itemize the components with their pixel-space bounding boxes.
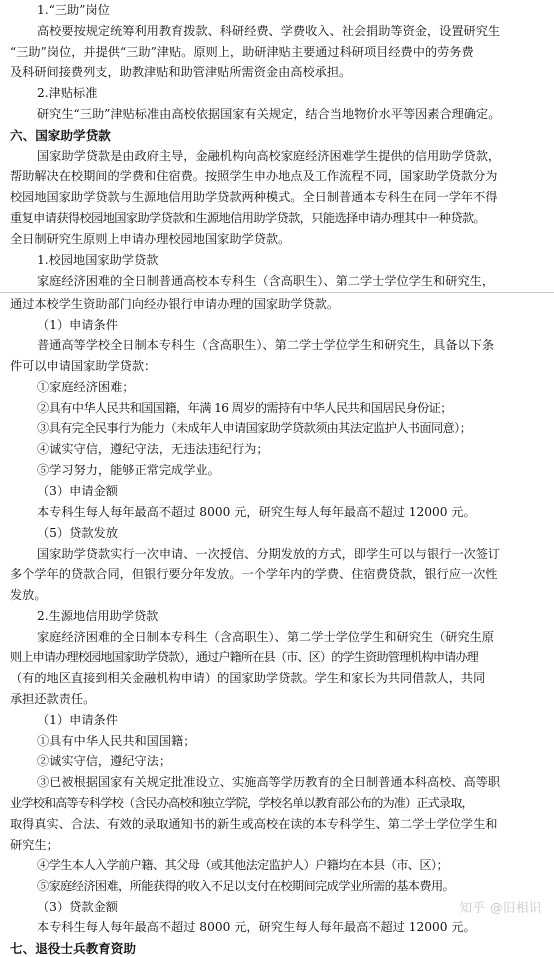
- origin-condition-1: ①具有中华人民共和国国籍；: [37, 734, 196, 748]
- origin-condition-3-line4: 研究生；: [10, 838, 59, 852]
- sec6-intro-line3: 校园地国家助学贷款与生源地信用助学贷款两种模式。全日制普通本专科生在同一学年不得: [10, 190, 498, 204]
- sec5-item1-heading: 1.“三助”岗位: [37, 3, 110, 17]
- campus-condition-3: ③具有完全民事行为能力（未成年人申请国家助学贷款须由其法定监护人书面同意）；: [37, 421, 472, 435]
- origin-condition-3-line1: ③已被根据国家有关规定批准设立、实施高等学历教育的全日制普通本科高校、高等职: [37, 775, 501, 789]
- campus-release-line1: 国家助学贷款实行一次申请、一次授信、分期发放的方式，即学生可以与银行一次签订: [37, 547, 501, 561]
- sec5-paragraph2: 研究生“三助”津贴标准由高校依据国家有关规定，结合当地物价水平等因素合理确定。: [37, 107, 501, 121]
- watermark: 知乎 @旧相识: [459, 900, 542, 915]
- sec6-intro-line2: 帮助解决在校期间的学费和住宿费。按照学生申办地点及工作流程不同，国家助学贷款分为: [10, 169, 498, 183]
- campus-release-line3: 发放。: [10, 588, 47, 602]
- origin-loan-paragraph-line1: 家庭经济困难的全日制本专科生（含高职生）、第二学士学位学生和研究生（研究生原: [37, 630, 495, 644]
- origin-loan-paragraph-line2: 则上申请办理校园地国家助学贷款），通过户籍所在县（市、区）的学生资助管理机构申请办理: [10, 650, 478, 664]
- sec5-paragraph1-line1: 高校要按规定统筹利用教育拨款、科研经费、学费收入、社会捐助等资金，设置研究生: [37, 24, 501, 38]
- origin-loan-heading: 2.生源地信用助学贷款: [37, 609, 159, 623]
- sec6-intro-line1: 国家助学贷款是由政府主导，金融机构向高校家庭经济困难学生提供的信用助学贷款，: [37, 149, 501, 163]
- page-break-rule: [0, 292, 554, 293]
- origin-loan-paragraph-line3: （有的地区直接到相关金融机构申请）的国家助学贷款。学生和家长为共同借款人，共同: [10, 671, 486, 685]
- campus-amount-heading: （3）申请金额: [37, 484, 118, 498]
- origin-loan-paragraph-line4: 承担还款责任。: [10, 692, 96, 706]
- campus-condition-4: ④诚实守信，遵纪守法，无违法违纪行为；: [37, 442, 269, 456]
- campus-conditions-intro-line1: 普通高等学校全日制本专科生（含高职生）、第二学士学位学生和研究生，具备以下条: [37, 338, 495, 352]
- campus-condition-1: ①家庭经济困难；: [37, 380, 135, 394]
- campus-condition-5: ⑤学习努力，能够正常完成学业。: [37, 463, 220, 477]
- campus-conditions-heading: （1）申请条件: [37, 318, 118, 332]
- campus-condition-2: ②具有中华人民共和国国籍，年满 16 周岁的需持有中华人民共和国居民身份证；: [37, 401, 452, 415]
- campus-release-line2: 多个学年的贷款合同，但银行要分年发放。一个学年内的学费、住宿费贷款，银行应一次性: [10, 567, 498, 581]
- origin-amount-heading: （3）贷款金额: [37, 900, 118, 914]
- section6-heading: 六、国家助学贷款: [10, 128, 111, 143]
- sec5-paragraph1-line2: “三助”岗位，并提供“三助”津贴。原则上，助研津贴主要通过科研项目经费中的劳务费: [10, 45, 474, 59]
- origin-condition-5: ⑤家庭经济困难，所能获得的收入不足以支付在校期间完成学业所需的基本费用。: [37, 879, 455, 893]
- sec6-intro-line4: 重复申请获得校园地国家助学贷款和生源地信用助学贷款，只能选择申请办理其中一种贷款。: [10, 211, 486, 225]
- campus-conditions-intro-line2: 件可以申请国家助学贷款：: [10, 359, 157, 373]
- origin-condition-3-line3: 取得真实、合法、有效的录取通知书的新生或高校在读的本专科学生、第二学士学位学生和: [10, 817, 498, 831]
- origin-conditions-heading: （1）申请条件: [37, 713, 118, 727]
- campus-release-heading: （5）贷款发放: [37, 526, 118, 540]
- origin-amount-paragraph: 本专科生每人每年最高不超过 8000 元，研究生每人每年最高不超过 12000 元。: [37, 920, 476, 934]
- campus-loan-heading: 1.校园地国家助学贷款: [37, 253, 159, 267]
- campus-amount-paragraph: 本专科生每人每年最高不超过 8000 元，研究生每人每年最高不超过 12000 元。: [37, 505, 476, 519]
- origin-condition-3-line2: 业学校和高等专科学校（含民办高校和独立学院，学校名单以教育部公布的为准）正式录取，: [10, 796, 473, 810]
- origin-condition-4: ④学生本人入学前户籍、其父母（或其他法定监护人）户籍均在本县（市、区）；: [37, 858, 449, 872]
- sec5-item2-heading: 2.津贴标准: [37, 86, 98, 100]
- campus-loan-paragraph-line2: 通过本校学生资助部门向经办银行申请办理的国家助学贷款。: [10, 297, 340, 311]
- sec6-intro-line5: 全日制研究生原则上申请办理校园地国家助学贷款。: [10, 232, 291, 246]
- campus-loan-paragraph-line1: 家庭经济困难的全日制普通高校本专科生（含高职生）、第二学士学位学生和研究生，: [37, 274, 495, 288]
- sec5-paragraph1-line3: 及科研间接费列支，助教津贴和助管津贴所需资金由高校承担。: [10, 65, 352, 79]
- section7-heading: 七、退役士兵教育资助: [10, 941, 136, 956]
- origin-condition-2: ②诚实守信，遵纪守法；: [37, 754, 172, 768]
